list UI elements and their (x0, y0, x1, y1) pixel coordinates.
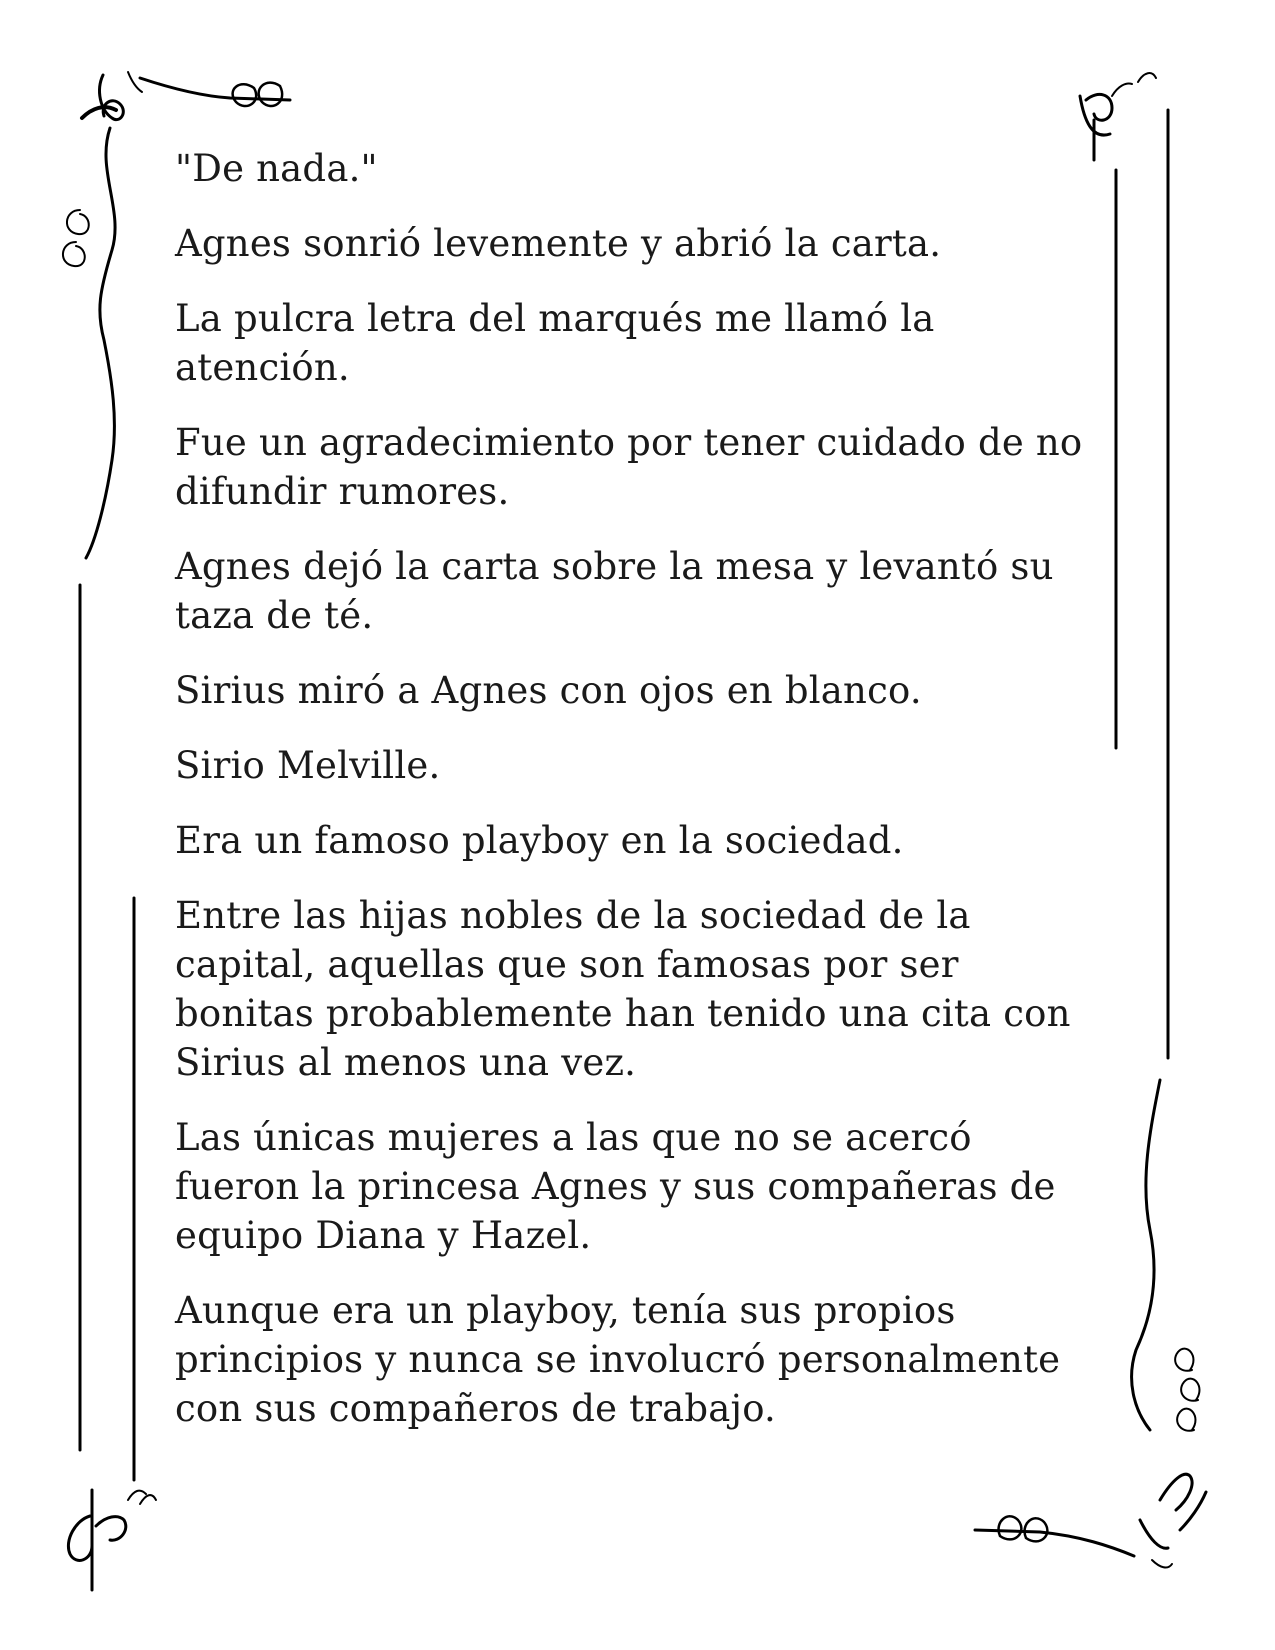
paragraph: Sirius miró a Agnes con ojos en blanco. (175, 669, 922, 712)
bottom-left-flourish-icon (68, 1490, 156, 1590)
paragraph: Fue un agradecimiento por tener cuidado de no difundir rumores. (175, 421, 1083, 513)
paragraph: Agnes sonrió levemente y abrió la carta. (175, 222, 942, 265)
paragraph: "De nada." (175, 147, 378, 190)
story-text (175, 144, 1095, 1459)
paragraph: Era un famoso playboy en la sociedad. (175, 819, 904, 862)
paragraph: Sirio Melville. (175, 744, 441, 787)
paragraph: Las únicas mujeres a las que no se acercó fueron la princesa Agnes y sus compañeras de equipo Diana y Hazel. (175, 1116, 1056, 1257)
paragraph: Aunque era un playboy, tenía sus propios principios y nunca se involucró personalmente con sus compañeros de trabajo. (175, 1289, 1061, 1430)
paragraph: Agnes dejó la carta sobre la mesa y levantó su taza de té. (175, 545, 1054, 637)
paragraph: Entre las hijas nobles de la sociedad de la capital, aquellas que son famosas por ser bonitas probablemente han tenido una cita con Sirius al menos una vez. (175, 894, 1071, 1084)
paragraph: La pulcra letra del marqués me llamó la atención. (175, 297, 935, 389)
